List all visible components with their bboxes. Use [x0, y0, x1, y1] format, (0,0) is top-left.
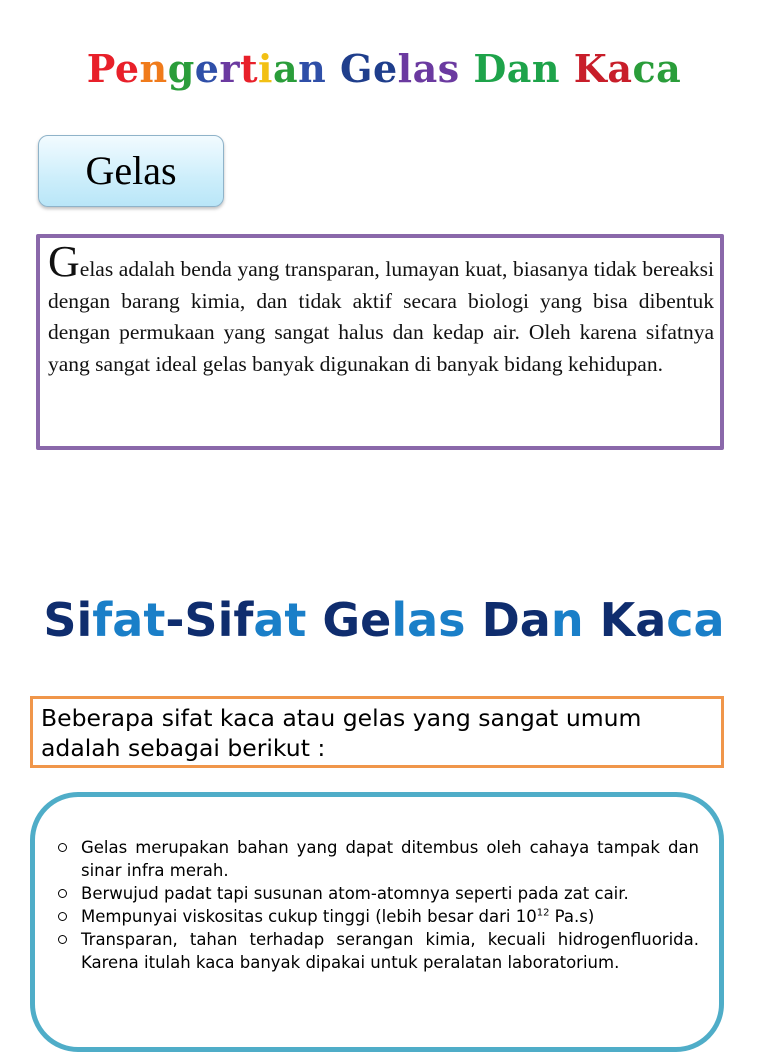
- circle-bullet-icon: [58, 935, 67, 944]
- title-segment: s: [437, 46, 460, 91]
- page-title: [0, 46, 768, 91]
- section-label-gelas: Gelas: [38, 135, 224, 207]
- title-segment: e: [372, 46, 398, 91]
- properties-list: [58, 836, 699, 974]
- title-segment: a: [272, 46, 299, 91]
- section-title-segment: Si: [43, 593, 93, 647]
- title-segment: [326, 46, 340, 91]
- title-segment: [560, 46, 574, 91]
- circle-bullet-icon: [58, 843, 67, 852]
- title-segment: r: [219, 46, 240, 91]
- section-title-segment: Da: [465, 593, 551, 647]
- title-segment: n: [531, 46, 561, 91]
- section-title-segment: ca: [666, 593, 725, 647]
- title-segment: [460, 46, 474, 91]
- definition-text: elas adalah benda yang transparan, lumayan kuat, biasanya tidak bereaksi dengan barang kimia, dan tidak aktif secara biologi yang bisa dibentuk dengan permukaan yang sangat halus dan kedap air. Oleh karena sifatnya yang sangat ideal gelas banyak digunakan di banyak bidang kehidupan.: [48, 257, 714, 376]
- title-segment: K: [573, 46, 608, 91]
- title-segment: c: [632, 46, 657, 91]
- title-segment: a: [607, 46, 633, 91]
- list-item: Transparan, tahan terhadap serangan kimia, kecuali hidrogenfluorida. Karena itulah kaca banyak dipakai untuk peralatan laboratorium.: [58, 928, 699, 974]
- definition-box: [36, 234, 724, 450]
- title-segment: n: [139, 46, 168, 91]
- section-title-segment: n: [550, 593, 584, 647]
- drop-cap: G: [48, 237, 80, 286]
- title-segment: t: [239, 46, 259, 91]
- title-segment: i: [258, 46, 273, 91]
- section-title-segment: las: [391, 593, 466, 647]
- list-item: Mempunyai viskositas cukup tinggi (lebih besar dari $10^{12}$ Pa.s): [58, 905, 699, 928]
- title-segment: g: [167, 46, 195, 91]
- title-segment: D: [473, 46, 507, 91]
- section-title-segment: fat: [92, 593, 166, 647]
- title-segment: l: [397, 46, 413, 91]
- title-segment: a: [412, 46, 438, 91]
- title-segment: n: [298, 46, 327, 91]
- list-item: Gelas merupakan bahan yang dapat ditembus oleh cahaya tampak dan sinar infra merah.: [58, 836, 699, 882]
- title-segment: e: [194, 46, 220, 91]
- title-segment: a: [656, 46, 682, 91]
- circle-bullet-icon: [58, 889, 67, 898]
- title-segment: G: [339, 46, 373, 91]
- title-segment: a: [506, 46, 532, 91]
- intro-text: Beberapa sifat kaca atau gelas yang sangat umum adalah sebagai berikut :: [41, 704, 642, 762]
- section-title-segment: at: [253, 593, 307, 647]
- superscript: 12: [536, 907, 550, 919]
- title-segment: e: [114, 46, 140, 91]
- section-title-segment: Ge: [306, 593, 392, 647]
- title-segment: P: [86, 46, 115, 91]
- intro-box: [30, 696, 724, 768]
- section-title-segment: -Sif: [165, 593, 254, 647]
- section-title-properties: [0, 592, 768, 648]
- section-title-segment: Ka: [583, 593, 667, 647]
- list-item: Berwujud padat tapi susunan atom-atomnya seperti pada zat cair.: [58, 882, 699, 905]
- circle-bullet-icon: [58, 912, 67, 921]
